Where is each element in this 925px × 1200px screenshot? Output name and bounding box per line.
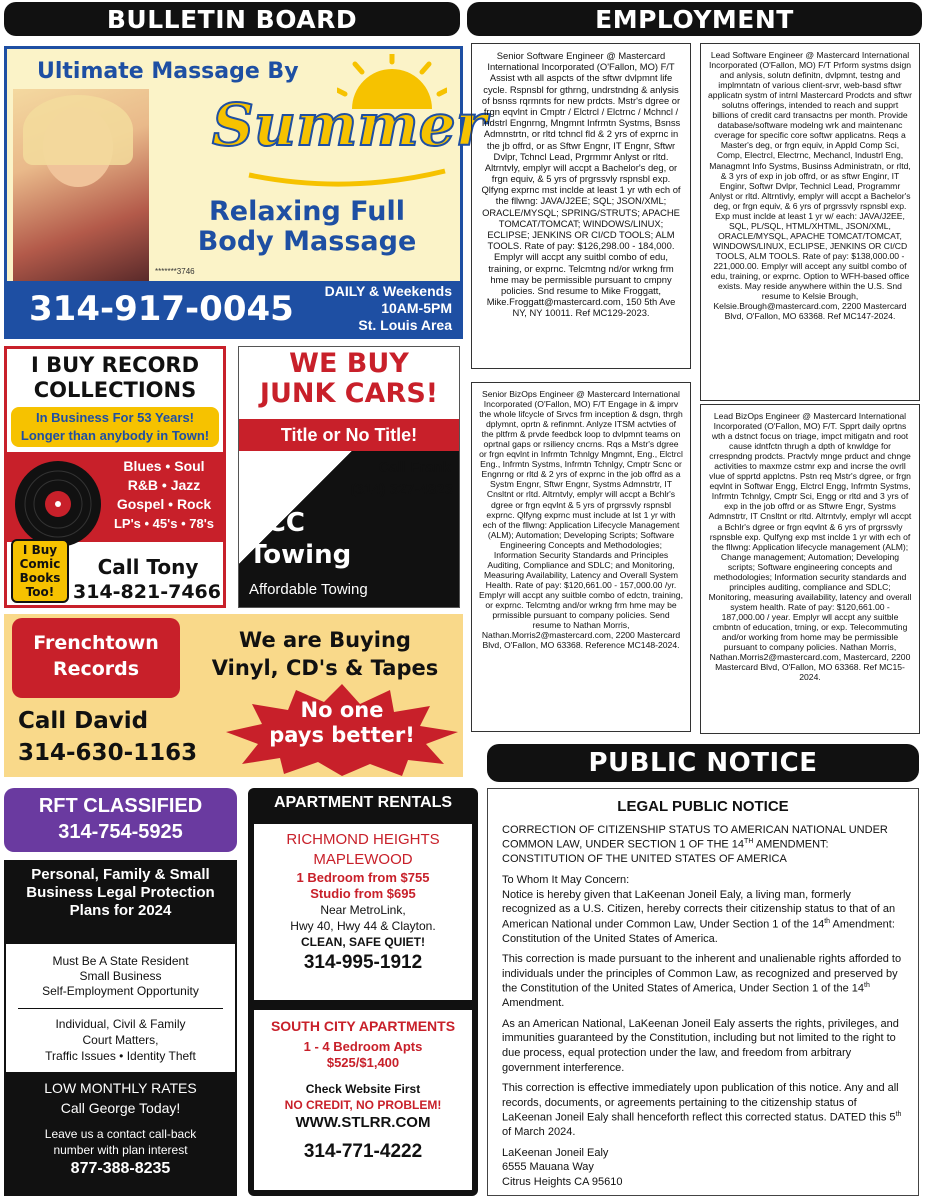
massage-hours-1: DAILY & Weekends	[324, 283, 452, 299]
swoosh-icon	[247, 167, 447, 189]
massage-code: *******3746	[155, 267, 195, 276]
massage-tagline-2: Body Massage	[197, 226, 417, 257]
legal-plans-title: Personal, Family & Small Business Legal Protection Plans for 2024	[6, 862, 235, 944]
frenchtown-ad	[4, 614, 463, 777]
records-phone[interactable]: 314-821-7466	[73, 581, 221, 603]
junk-tagline: Affordable Towing	[249, 581, 368, 598]
public-notice-header: PUBLIC NOTICE	[487, 744, 919, 782]
junk-title-1: WE BUY	[289, 348, 409, 379]
southcity-website[interactable]: WWW.STLRR.COM	[295, 1114, 431, 1131]
employment-header: EMPLOYMENT	[467, 2, 922, 36]
records-genres-2: R&B • Jazz	[127, 477, 201, 493]
vinyl-record-icon	[13, 459, 103, 549]
frenchtown-call: Call David	[18, 708, 149, 734]
richmond-loc-2: Hwy 40, Hwy 44 & Clayton.	[290, 919, 436, 933]
richmond-offer-1: 1 Bedroom from $755	[296, 870, 430, 885]
legal-rates-1: LOW MONTHLY RATES	[44, 1080, 197, 1096]
junk-cars-ad	[238, 346, 460, 608]
records-title-1: I BUY RECORD	[30, 353, 200, 377]
southcity-phone[interactable]: 314-771-4222	[303, 1141, 423, 1162]
job-listing-senior-bizops-engineer: Senior BizOps Engineer @ Mastercard International Incorporated (O'Fallon, MO) F/T Engage in & imprv the whole lifcycle of Srvcs frm inception & dsgn, thrgh dplymnt, oprtn & refinmnt. Anlyze ITSM actvties of the pltfrm & prvde feedbck loop to dvlpmnt teams on oprtnal gaps or rsiliency cncrns. Rqs a Mstr's dgree or frgn eqvlnt in Infrmtn Tchnlgy Mngmnt, Eng., Elctrcl Eng., Infrmtn Systms, Infrmtn Tchnlgy, Cmptr Scnc or Engnrng or rltd & 2 yrs of exprnc in the job offrd as a Systm Engnr, Sftwr Engnr, Systms Admnstrtr, IT Cnsltnt or rltd. Altrntvly, emplyr will accpt a Bchlr's dgree or frgn eqvlnt & 5 yrs of prgrssvly rspnsbl exprnc. Qlfyng exprnc must include at lst 1 yr with ech of the fllwng: Application Lifecycle Management (ALM); Automation; Developing Scripts; Software Engineering Concepts and Methodologies; Information Security Standards and Principles Auditing, Compliance and SDLC; and Monitoring, Measuring Availability, Latency and Overall System Health. Rate of pay: $120,661.00 - 157,000.00 /yr. Emplyr will accpt any suitble combo of edctn, training, or exprnc. Telcmtng and/or wrkng frm hme may be prmissible pursuant to company policies. Send resume to Nathan Morris, Nathan.Morris2@mastercard.com, 2200 Mastercard Blvd, O'Fallon, MO 63368. Reference MC148-2024.	[471, 382, 691, 732]
southcity-check: Check Website First	[305, 1082, 421, 1096]
legal-contact-2: number with plan interest	[53, 1143, 188, 1157]
notice-paragraph-1: Notice is hereby given that LaKeenan Joneil Ealy, a living man, formerly recognized as a U.S. Citizen, hereby corrects their citizenship status to that of an American National under Common Law, Under Section 1 of the 14th Amendment: Constitution of the United States of America.	[502, 888, 896, 945]
legal-cov-2: Court Matters,	[82, 1033, 159, 1047]
frenchtown-name-1: Frenchtown	[33, 632, 159, 654]
records-banner-2: Longer than anybody in Town!	[20, 428, 210, 443]
job-listing-lead-software-engineer: Lead Software Engineer @ Mastercard International Incorporated (O'Fallon, MO) F/T Prform systms dsign and anlysis, solutn definitn, dvlpmnt, testng and implmntatn of various client-srvr, web-basd sftwr applicatn systm of intrnl Mastercard Prodcts and sftwr solutns offerings, intended to reach and supprt billions of credit card transactns per month. Provide database/software modelng wrk and maintenanc cverage for specific core softwr applicatns. Reqs a Master's deg, or frgn equiv, in Appld Comp Sci, Comp, Electrcl, Electrnc, Mechancl, Industrl Eng, Managmnt Info Systms, Businss Administratn, or rltd, & 3 yrs of exp in job offrd, or as sftwr Enginr, IT Enginr, Softwr Dvlpr, Technicl Lead, Programmr Anlyst or rltd. Altrntivly, emplyr will accpt a Bachelor's deg, or frgn equiv, & 6 yrs of prgrssvly rspnsbl exp. Exp must inclde at least 1 yr w/ each: JAVA/J2EE, SQL, PL/SQL, HTML/XHTML, JSON/XML, ORACLE/MYSQL, APACHE TOMCAT/TOMCAT, WINDOWS/LINUX, ECLIPSE, JENKINS OR CI/CD TOOLS, ALM TOOLS. Rate of pay: $138,000.00 - 221,000.00. Emplyr will accept any suitbl combo of edu, training, or exprnc. Option to WFH-based office exists. May reside anywhere within the U.S. Snd resume to Kelsie Brough, Kelsie.Brough@mastercard.com, 2200 Mastercard Blvd, O'Fallon, MO 63368. Ref MC147-2024.	[700, 43, 920, 401]
legal-req-3: Self-Employment Opportunity	[42, 984, 199, 998]
notice-paragraph-3: As an American National, LaKeenan Joneil Ealy asserts the rights, privileges, and immunities guaranteed by the Constitution, including but not limited to the right to due process, equal protection under the law, and freedom from arbitrary government interference.	[502, 1017, 899, 1074]
frenchtown-head-1: We are Buying	[239, 628, 411, 652]
legal-req-1: Must Be A State Resident	[52, 954, 189, 968]
frenchtown-name-2: Records	[52, 658, 140, 680]
massage-ad	[4, 46, 487, 339]
comic-2: Comic	[19, 557, 61, 571]
legal-contact-1: Leave us a contact call-back	[44, 1127, 197, 1141]
massage-tagline-1: Relaxing Full	[208, 196, 406, 227]
southcity-credit: NO CREDIT, NO PROBLEM!	[284, 1098, 442, 1112]
records-genres-4: LP's • 45's • 78's	[113, 516, 215, 531]
notice-heading: CORRECTION OF CITIZENSHIP STATUS TO AMERICAN NATIONAL UNDER COMMON LAW, UNDER SECTION 1 OF THE 14TH AMENDMENT: CONSTITUTION OF THE UNITED STATES OF AMERICA	[502, 823, 888, 866]
comic-4: Too!	[25, 585, 55, 599]
notice-paragraph-2: This correction is made pursuant to the inherent and unalienable rights afforded to individuals under the principles of Common Law, as recognized and preserved by the Constitution of the United States of America, Under Section 1 of the 14th Amendment.	[502, 953, 902, 1010]
massage-line1: Ultimate Massage By	[37, 59, 299, 84]
junk-call: Call Frank	[378, 459, 451, 476]
legal-cov-1: Individual, Civil & Family	[55, 1017, 186, 1031]
junk-phone[interactable]: (314) 327-4823	[350, 481, 453, 498]
notice-sign-city: Citrus Heights CA 95610	[502, 1175, 623, 1188]
southcity-title: SOUTH CITY APARTMENTS	[270, 1018, 456, 1034]
rft-phone[interactable]: 314-754-5925	[58, 821, 183, 843]
notice-sign-name: LaKeenan Joneil Ealy	[502, 1146, 609, 1159]
legal-plans-ad	[4, 860, 237, 1196]
richmond-offer-2: Studio from $695	[310, 886, 416, 901]
frenchtown-head-2: Vinyl, CD's & Tapes	[211, 656, 439, 680]
junk-name-1: FCC	[249, 508, 305, 538]
junk-name-2: Towing	[249, 540, 352, 570]
junk-banner: Title or No Title!	[239, 419, 459, 451]
apartment-rentals-section	[248, 788, 478, 1196]
records-call: Call Tony	[97, 555, 199, 579]
legal-cov-3: Traffic Issues • Identity Theft	[45, 1049, 196, 1063]
massage-hours-2: 10AM-5PM	[381, 300, 452, 316]
massage-phone[interactable]: 314-917-0045	[29, 289, 294, 329]
notice-greeting: To Whom It May Concern:	[502, 874, 630, 886]
south-city-ad	[254, 1010, 472, 1190]
job-listing-senior-software-engineer: Senior Software Engineer @ Mastercard International Incorporated (O'Fallon, MO) F/T Assist wth all aspcts of the sftwr dvlpmnt life cycle. Rspnsbl for gthrng, undrstndng & anlysis of bsnss rqrmnts for new prdcts. Mstr's dgree or frgn eqvlnt in Cmptr / Elctrcl / Elctrnc / Mchncl / Indstrl Engnrng, Mngmnt Infrmtn Systms, Bsnss Admnstrtn, or rltd tchncl fld & 2 yrs of exprnc in the jb offrd, or as Sftwr Engnr, IT Engnr, Sftwr Dvlpr, Tchncl Lead, Prgrmmr Anlyst or rltd. Altrntvly, emplyr will accpt a Bachelor's deg, or frgn equiv, & 5 yrs of prgrssvly rspnsbl exp. Qlfyng exprnc mst inclde at least 1 yr wth ech of the fllwng: JAVA/J2EE; SQL; JSON/XML; ORACLE/MYSQL; SPRING/STRUTS; APACHE TOMCAT/TOMCAT; WINDOWS/LINUX; ECLIPSE; JENKINS OR CI/CD TOOLS; ALM TOOLS. Rate of pay: $126,298.00 - 184,000. Emplyr will accpt any suitbl combo of edu, training, or exprnc. Telcmtng nd/or wrkng frm hme may be permissible pursuant to cmpny policies. Snd resume to Mike Froggatt, Mike.Froggatt@mastercard.com, 150 5th Ave NY, NY 10011. Ref MC129-2023.	[471, 43, 691, 369]
notice-signature	[502, 1146, 904, 1190]
massage-photo	[13, 89, 149, 281]
frenchtown-burst-2: pays better!	[269, 723, 415, 747]
massage-brand: Summer	[212, 91, 487, 159]
southcity-offer-1: 1 - 4 Bedroom Apts	[303, 1039, 423, 1054]
legal-rates-2: Call George Today!	[60, 1100, 181, 1116]
notice-paragraph-4: This correction is effective immediately upon publication of this notice. Any and all records, documents, or agreements pertaining to the citizenship status of LaKeenan Joneil Ealy shall henceforth reflect this corrected status. DATED this 5th of March 2024.	[502, 1082, 902, 1139]
records-banner-1: In Business For 53 Years!	[36, 410, 194, 425]
records-genres-1: Blues • Soul	[123, 458, 205, 474]
records-title-2: COLLECTIONS	[33, 378, 197, 402]
richmond-title-1: RICHMOND HEIGHTS	[286, 831, 440, 848]
apartments-header: APARTMENT RENTALS	[273, 794, 453, 811]
rft-classified-ad	[4, 788, 237, 852]
bulletin-board-header: BULLETIN BOARD	[4, 2, 460, 36]
massage-hours-3: St. Louis Area	[358, 317, 452, 333]
richmond-phone[interactable]: 314-995-1912	[303, 952, 423, 973]
comic-3: Books	[19, 571, 61, 585]
legal-phone[interactable]: 877-388-8235	[70, 1160, 171, 1177]
notice-sign-street: 6555 Mauana Way	[502, 1161, 594, 1174]
junk-title-2: JUNK CARS!	[259, 378, 439, 409]
rft-title: RFT CLASSIFIED	[38, 795, 203, 817]
job-listing-lead-bizops-engineer: Lead BizOps Engineer @ Mastercard International Incorporated (O'Fallon, MO) F/T. Spprt daily oprtns wth a dstnct focus on triage, impct mitigatn and root cause idntfctn thrugh a dpth of knwldge for crrespndng prodcts. Practvly mnge prduct and chnge activities to maxmze cstmr exp and incrse the ovrll vlue of spprtd applctns. Pstn req Mstr's dgree, or frgn eqvlnt in Softwar Engg, Elctrcl Engg, Infrmtn Systms, Infrmtn Tchnlgy, Cmptr Sci, Engg or rltd and 3 yrs of exp in the job offrd or as Sftwre Engr, Systms Admnstrtr, IT Cnsltnt or rltd. Altrntvly, emplyr wll accpt a Bchlr's dgree or frgn eqvlnt & 6 yrs of prgrssvly rspnsble exp. Qulfyng exp mst inclde 1 yr with ech of the fllwng: Application lifecycle management (ALM); Change management; Automation; Developing scripts; Software engineering concepts and methodologies; Information security standards and principles auditing, compliance and SDLC; Monitoring, measuring availability, latency and overall system health. Rate of pay: $120,661.00 - 187,000.00 / year. Emplyr wll accpt any suitble cmbntn of education, trning, or exp. Telecommuting and/or working from home may be permissible pursuant to company policies. Nathan Morris, Nathan.Morris2@mastercard.com, Mastercard, 2200 Mastercard Blvd, O'Fallon, MO 63368. Ref MC15-2024.	[700, 404, 920, 734]
richmond-quiet: CLEAN, SAFE QUIET!	[300, 935, 425, 949]
legal-req-2: Small Business	[79, 969, 162, 983]
richmond-title-2: MAPLEWOOD	[313, 851, 413, 868]
richmond-ad	[254, 824, 472, 1000]
divider	[18, 1008, 223, 1009]
record-collections-ad	[4, 346, 226, 608]
richmond-loc-1: Near MetroLink,	[320, 903, 406, 917]
legal-public-notice	[487, 788, 919, 1196]
notice-title: LEGAL PUBLIC NOTICE	[617, 798, 789, 815]
southcity-offer-2: $525/$1,400	[326, 1055, 400, 1070]
frenchtown-phone[interactable]: 314-630-1163	[18, 740, 198, 766]
comic-1: I Buy	[22, 543, 58, 557]
records-genres-3: Gospel • Rock	[116, 496, 212, 512]
frenchtown-burst-1: No one	[300, 698, 384, 722]
